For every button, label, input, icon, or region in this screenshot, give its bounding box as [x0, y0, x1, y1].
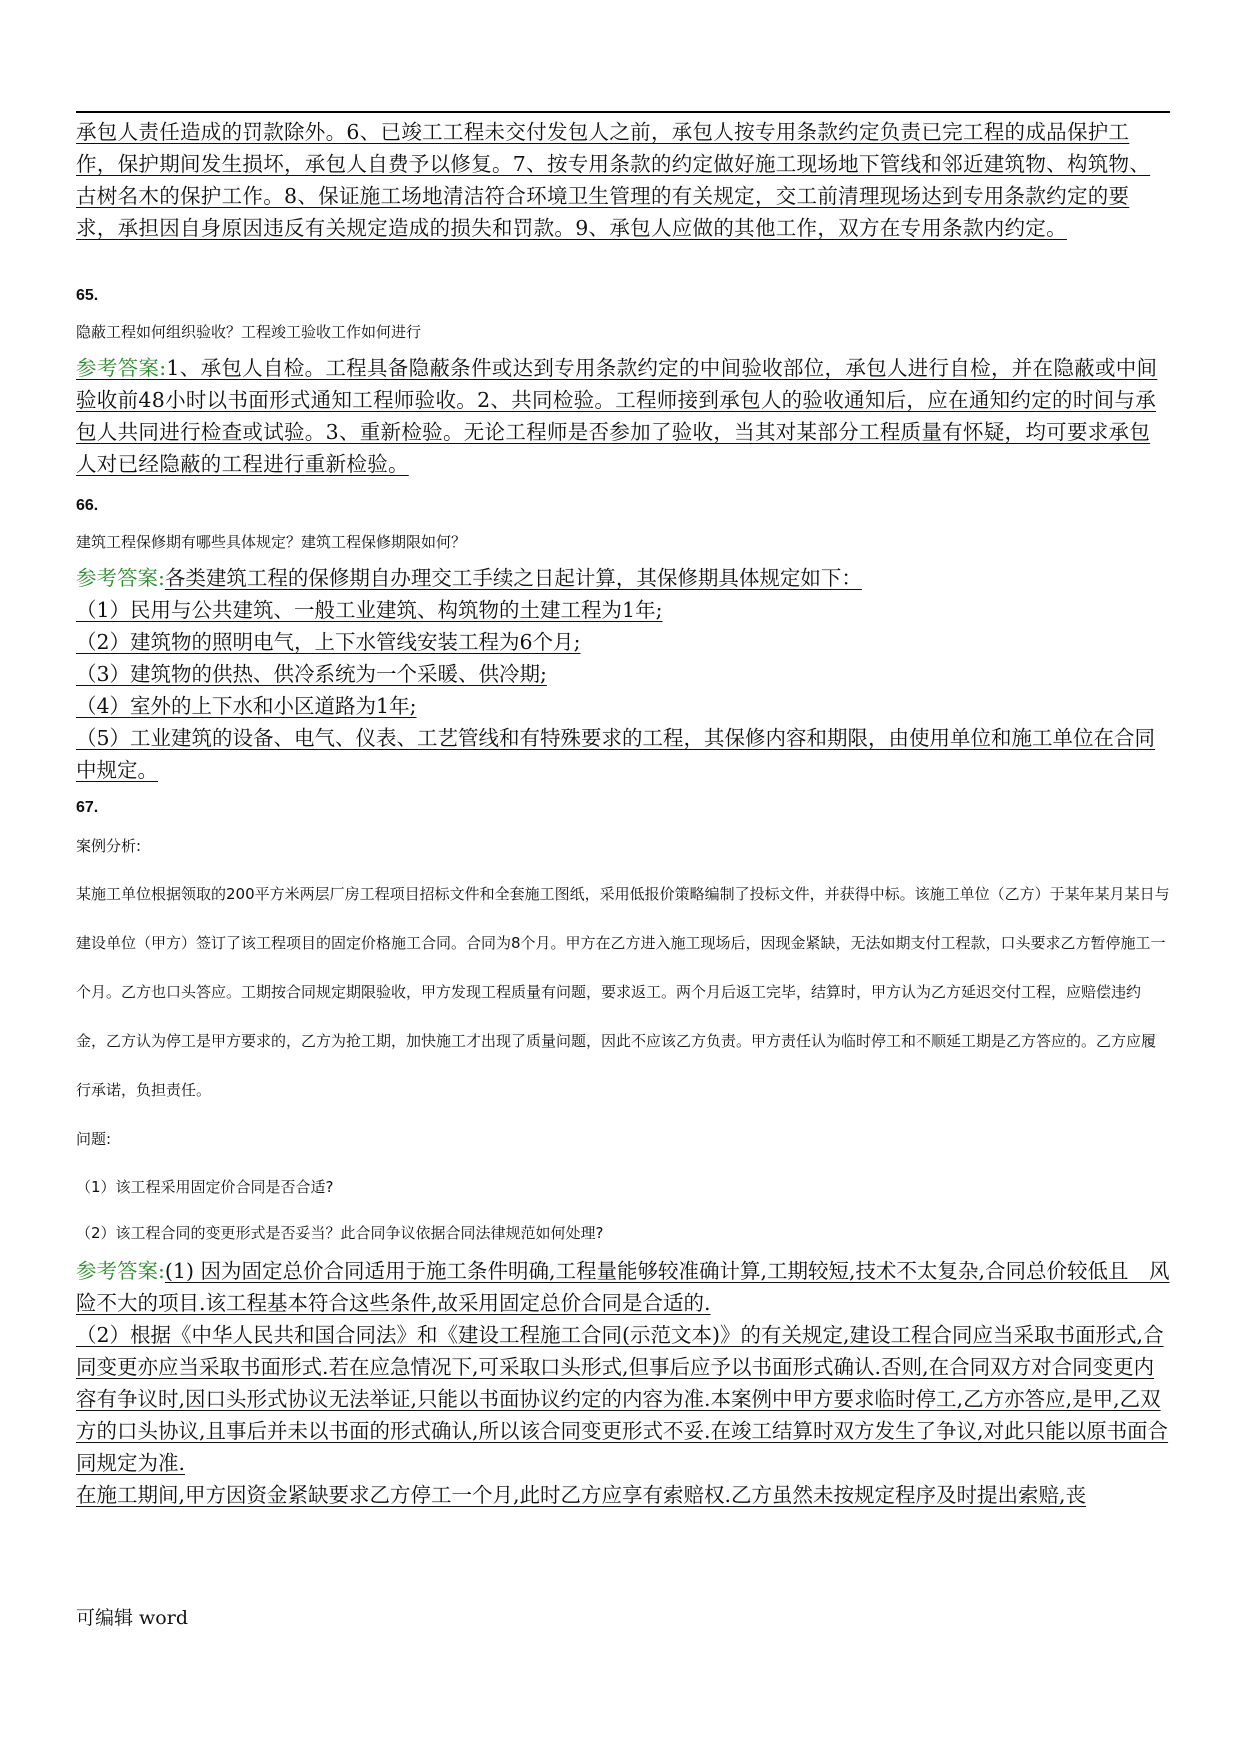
list-item: （2）建筑物的照明电气，上下水管线安装工程为6个月;: [76, 630, 581, 654]
list-item: （4）室外的上下水和小区道路为1年;: [76, 694, 417, 718]
list-item: （5）工业建筑的设备、电气、仪表、工艺管线和有特殊要求的工程，其保修内容和期限，由使用单位和施工单位在合同中规定。: [76, 726, 1156, 782]
answer-label: 参考答案:: [76, 1259, 165, 1283]
continuation-paragraph: 承包人责任造成的罚款除外。6、已竣工工程未交付发包人之前，承包人按专用条款约定负责已完工程的成品保护工作，保护期间发生损坏，承包人自费予以修复。7、按专用条款的约定做好施工现场地下管线和邻近建筑物、构筑物、古树名木的保护工作。8、保证施工场地清洁符合环境卫生管理的有关规定，交工前清理现场达到专用条款约定的要求，承担因自身原因违反有关规定造成的损失和罚款。9、承包人应做的其他工作，双方在专用条款内约定。: [76, 120, 1151, 240]
question-number: 67.: [76, 799, 99, 816]
question-67: [76, 790, 1170, 1511]
answer-text: 1、承包人自检。工程具备隐蔽条件或达到专用条款约定的中间验收部位，承包人进行自检，并在隐蔽或中间验收前48小时以书面形式通知工程师验收。2、共同检验。工程师接到承包人的验收通知后，应在通知约定的时间与承包人共同进行检查或试验。3、重新检验。无论工程师是否参加了验收，当其对某部分工程质量有怀疑，均可要求承包人对已经隐蔽的工程进行重新检验。: [76, 356, 1158, 476]
answer-paragraph: 在施工期间,甲方因资金紧缺要求乙方停工一个月,此时乙方应享有索赔权.乙方虽然未按规定程序及时提出索赔,丧: [76, 1483, 1087, 1507]
problem-item: （1）该工程采用固定价合同是否合适?: [76, 1178, 334, 1196]
page-footer: 可编辑 word: [76, 1607, 188, 1629]
problem-item: （2）该工程合同的变更形式是否妥当？此合同争议依据合同法律规范如何处理?: [76, 1224, 604, 1242]
case-text: 某施工单位根据领取的200平方米两层厂房工程项目招标文件和全套施工图纸，采用低报价策略编制了投标文件，并获得中标。该施工单位（乙方）于某年某月某日与建设单位（甲方）签订了该工程项目的固定价格施工合同。合同为8个月。甲方在乙方进入施工现场后，因现金紧缺，无法如期支付工程款，口头要求乙方暂停施工一个月。乙方也口头答应。工期按合同规定期限验收，甲方发现工程质量有问题，要求返工。两个月后返工完毕，结算时，甲方认为乙方延迟交付工程，应赔偿违约金，乙方认为停工是甲方要求的，乙方为抢工期，加快施工才出现了质量问题，因此不应该乙方负责。甲方责任认为临时停工和不顺延工期是乙方答应的。乙方应履行承诺，负担责任。: [76, 885, 1170, 1099]
answer-paragraph: [76, 1255, 1170, 1319]
question-text: 隐蔽工程如何组织验收？工程竣工验收工作如何进行: [76, 323, 422, 341]
answer-paragraph: [76, 352, 1170, 480]
question-number: 65.: [76, 287, 99, 304]
answer-intro: 各类建筑工程的保修期自办理交工手续之日起计算，其保修期具体规定如下：: [164, 566, 862, 590]
list-item: （1）民用与公共建筑、一般工业建筑、构筑物的土建工程为1年;: [76, 598, 663, 622]
answer-paragraph: [76, 562, 1170, 594]
case-label: 案例分析:: [76, 837, 142, 855]
question-66: [76, 488, 1170, 786]
top-rule: [76, 111, 1170, 113]
question-number: 66.: [76, 497, 99, 514]
answer-label: 参考答案:: [76, 356, 167, 380]
problems-label: 问题:: [76, 1130, 112, 1148]
answer-text: (1) 因为固定总价合同适用于施工条件明确,工程量能够较准确计算,工期较短,技术不太复杂,合同总价较低且 风险不大的项目.该工程基本符合这些条件,故采用固定总价合同是合适的.: [76, 1259, 1170, 1315]
question-text: 建筑工程保修期有哪些具体规定？建筑工程保修期限如何？: [76, 533, 467, 551]
list-item: （3）建筑物的供热、供冷系统为一个采暖、供冷期;: [76, 662, 547, 686]
question-65: [76, 278, 1170, 480]
answer-paragraph: （2）根据《中华人民共和国合同法》和《建设工程施工合同(示范文本)》的有关规定,建设工程合同应当采取书面形式,合同变更亦应当采取书面形式.若在应急情况下,可采取口头形式,但事后应予以书面形式确认.否则,在合同双方对合同变更内容有争议时,因口头形式协议无法举证,只能以书面协议约定的内容为准.本案例中甲方要求临时停工,乙方亦答应,是甲,乙双方的口头协议,且事后并未以书面的形式确认,所以该合同变更形式不妥.在竣工结算时双方发生了争议,对此只能以原书面合同规定为准.: [76, 1323, 1169, 1475]
answer-label: 参考答案:: [76, 566, 165, 590]
